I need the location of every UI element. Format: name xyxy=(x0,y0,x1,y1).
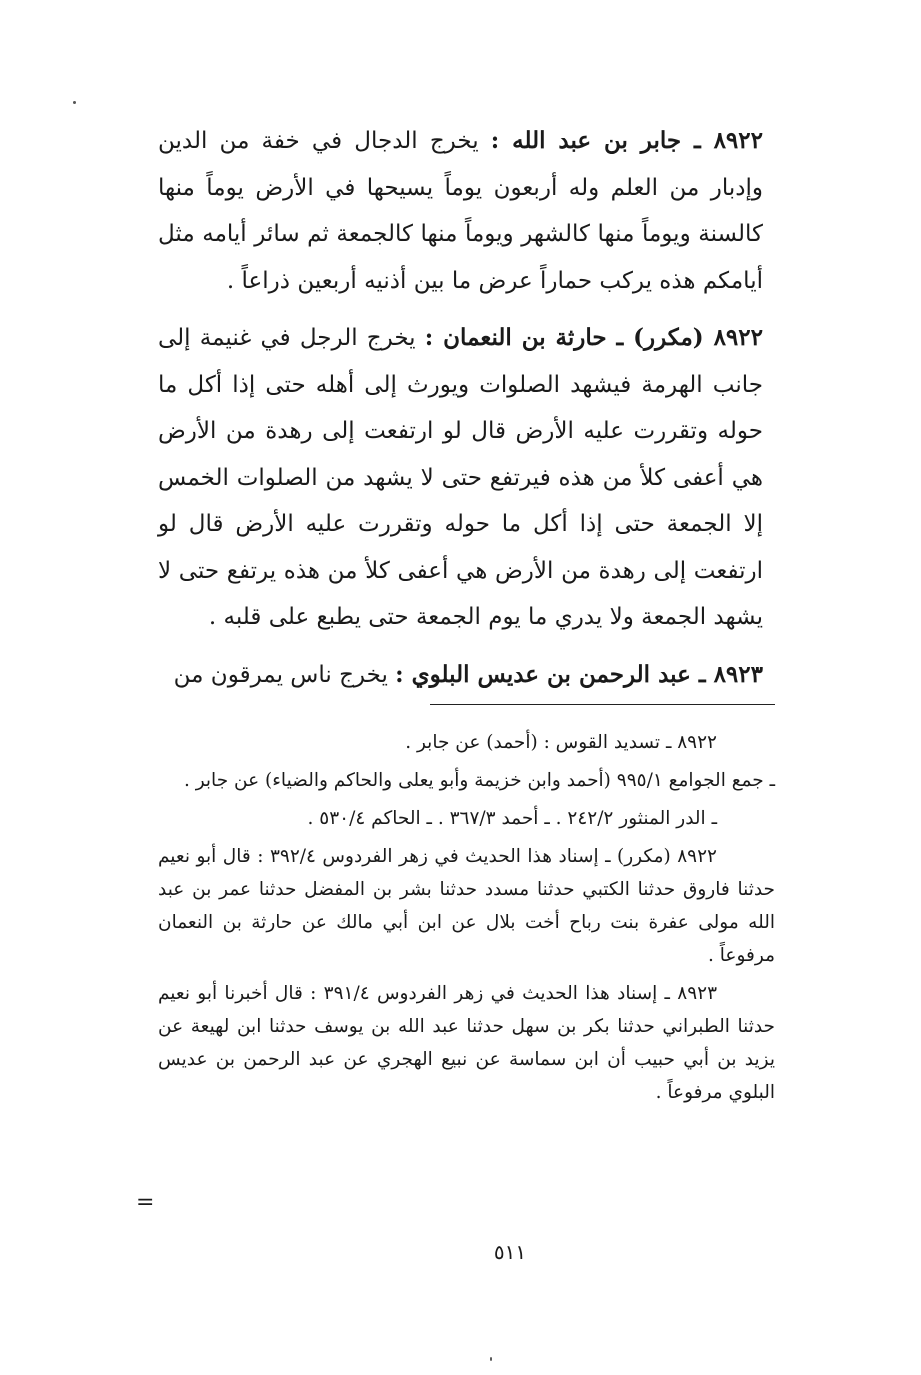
scan-speck xyxy=(490,1357,492,1361)
footnote: ٨٩٢٣ ـ إسناد هذا الحديث في زهر الفردوس ٣٩١/٤ : قال أخبرنا أبو نعيم حدثنا الطبراني حدثنا بكر بن سهل حدثنا عبد الله بن يوسف حدثنا ابن لهيعة عن يزيد بن أبي حبيب أن ابن سماسة عن نبيع الهجري عن عبد الرحمن بن عديس البلوي مرفوعاً . xyxy=(158,983,775,1103)
footnote: ـ جمع الجوامع ٩٩٥/١ (أحمد وابن خزيمة وأبو يعلى والحاكم والضياء) عن جابر . xyxy=(183,770,775,791)
continuation-mark: = xyxy=(136,1190,155,1215)
footnote: ـ الدر المنثور ٢٤٢/٢ . ـ أحمد ٣٦٧/٣ . ـ الحاكم ٥٣٠/٤ . xyxy=(307,808,717,829)
entry-heading: ٨٩٢٣ ـ عبد الرحمن بن عديس البلوي : xyxy=(395,660,763,688)
footnote: ٨٩٢٢ (مكرر) ـ إسناد هذا الحديث في زهر الفردوس ٣٩٢/٤ : قال أبو نعيم حدثنا فاروق حدثنا الكتبي حدثنا مسدد حدثنا بشر بن المفضل حدثنا عمر بن عبد الله مولى عفرة بنت رباح أخت بلال عن ابن أبي مالك عن حارثة بن النعمان مرفوعاً . xyxy=(158,846,775,966)
footnotes xyxy=(158,726,775,1114)
entry-text: يخرج الرجل في غنيمة إلى جانب الهرمة فيشهد الصلوات ويورث إلى أهله حتى إذا أكل ما حوله وتقررت عليه الأرض قال لو ارتفعت إلى رهدة من الأرض هي أعفى كلأ من هذه فيرتفع حتى لا يشهد من الصلوات الخمس إلا الجمعة حتى إذا أكل ما حوله وتقررت عليه الأرض قال لو ارتفعت إلى رهدة من الأرض هي أعفى كلأ من هذه يرتفع حتى لا يشهد الجمعة ولا يدري ما يوم الجمعة حتى يطبع على قلبه . xyxy=(158,325,763,630)
hadith-entry xyxy=(158,652,763,699)
entry-heading: ٨٩٢٢ (مكرر) ـ حارثة بن النعمان : xyxy=(424,324,763,351)
entry-text: يخرج الدجال في خفة من الدين وإدبار من العلم وله أربعون يوماً يسيحها في الأرض يوماً منها كالسنة ويوماً منها كالشهر ويوماً منها كالجمعة ثم سائر أيامه مثل أيامكم هذه يركب حماراً عرض ما بين أذنيه أربعين ذراعاً . xyxy=(158,128,763,294)
entry-text: يخرج ناس يمرقون من xyxy=(173,661,396,688)
entry-heading: ٨٩٢٢ ـ جابر بن عبد الله : xyxy=(490,127,763,154)
page-number: ٥١١ xyxy=(493,1240,527,1264)
footnote-separator xyxy=(430,704,775,705)
scan-speck xyxy=(73,101,76,104)
hadith-entry xyxy=(158,118,763,304)
main-text xyxy=(158,118,763,709)
footnote: ٨٩٢٢ ـ تسديد القوس : (أحمد) عن جابر . xyxy=(405,732,717,753)
hadith-entry xyxy=(158,315,763,641)
